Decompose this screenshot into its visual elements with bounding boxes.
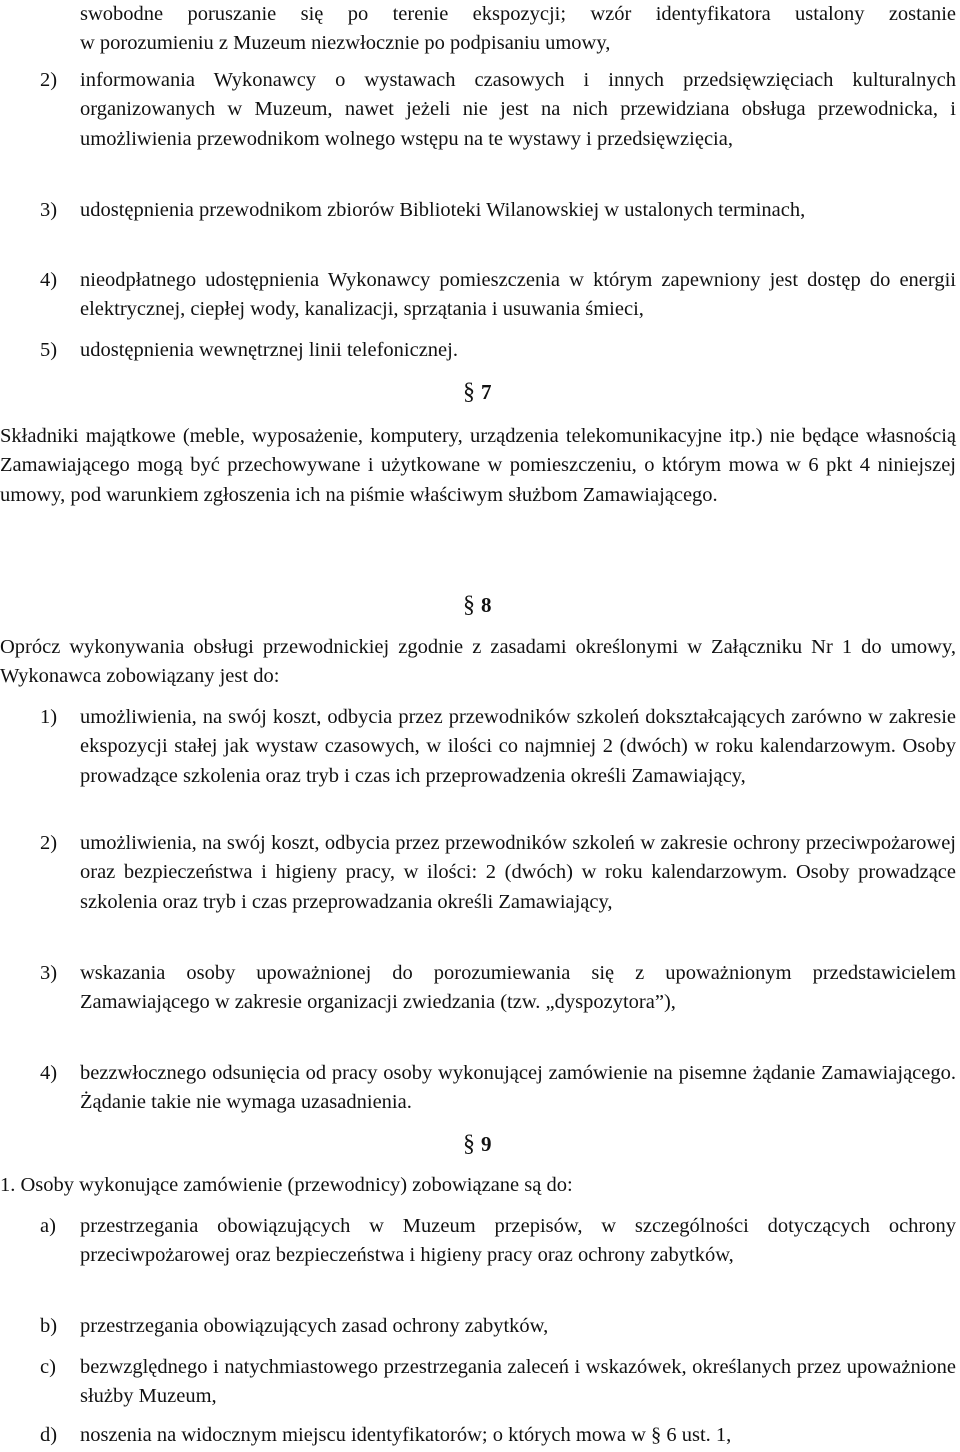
section-symbol: § <box>463 592 475 618</box>
list-item-number: 3) <box>40 962 58 984</box>
list-item-text: bezwzględnego i natychmiastowego przestrzegania zaleceń i wskazówek, określanych przez upoważnione służby Muzeum, <box>80 1356 956 1408</box>
list-item-letter: c) <box>40 1356 56 1378</box>
continuation-line-2: w porozumieniu z Muzeum niezwłocznie po podpisaniu umowy, <box>80 32 611 54</box>
list-item-number: 2) <box>40 832 58 854</box>
list-item-number: 2) <box>40 69 58 91</box>
section-number: 9 <box>481 1132 492 1156</box>
section-heading-7 <box>463 378 492 407</box>
list-item-letter: a) <box>40 1215 56 1237</box>
list-item-text: nieodpłatnego udostępnienia Wykonawcy pomieszczenia w którym zapewniony jest dostęp do energii elektrycznej, ciepłej wody, kanalizacji, sprzątania i usuwania śmieci, <box>80 269 956 321</box>
list-item-text: bezzwłocznego odsunięcia od pracy osoby wykonującej zamówienie na pisemne żądanie Zamawiającego. Żądanie takie nie wymaga uzasadnienia. <box>80 1062 956 1114</box>
list-item-text: wskazania osoby upoważnionej do porozumiewania się z upoważnionym przedstawicielem Zamawiającego w zakresie organizacji zwiedzania (tzw. „dyspozytora”), <box>80 962 956 1014</box>
list-item-text: umożliwienia, na swój koszt, odbycia przez przewodników szkoleń dokształcających zarówno w zakresie ekspozycji stałej jak wystaw czasowych, w ilości co najmniej 2 (dwóch) w roku kalendarzowym. Osoby prowadzące szkolenia oraz tryb i czas ich przeprowadzenia określi Zamawiający, <box>80 706 956 787</box>
list-item-text: przestrzegania obowiązujących zasad ochrony zabytków, <box>80 1315 549 1337</box>
section-8-intro: Oprócz wykonywania obsługi przewodnickiej zgodnie z zasadami określonymi w Załączniku Nr 1 do umowy, Wykonawca zobowiązany jest do: <box>0 636 956 688</box>
list-item-number: 4) <box>40 1062 58 1084</box>
list-item-text: umożliwienia, na swój koszt, odbycia przez przewodników szkoleń w zakresie ochrony przeciwpożarowej oraz bezpieczeństwa i higieny pracy, w ilości: 2 (dwóch) w roku kalendarzowym. Osoby prowadzące szkolenia oraz tryb i czas przeprowadzania określi Zamawiający, <box>80 832 956 913</box>
list-item-text: noszenia na widocznym miejscu identyfikatorów; o których mowa w § 6 ust. 1, <box>80 1424 732 1446</box>
list-item-number: 1) <box>40 706 58 728</box>
section-7-paragraph: Składniki majątkowe (meble, wyposażenie, komputery, urządzenia telekomunikacyjne itp.) nie będące własnością Zamawiającego mogą być przechowywane i użytkowane w pomieszczeniu, o którym mowa w 6 pkt 4 niniejszej umowy, pod warunkiem zgłoszenia ich na piśmie właściwym służbom Zamawiającego. <box>0 425 956 506</box>
section-number: 8 <box>481 593 492 617</box>
continuation-line-1: swobodne poruszanie się po terenie ekspozycji; wzór identyfikatora ustalony zostanie <box>80 3 956 25</box>
list-item-letter: d) <box>40 1424 58 1446</box>
section-heading-8 <box>463 591 492 620</box>
list-item-text: udostępnienia wewnętrznej linii telefonicznej. <box>80 339 458 361</box>
list-item-letter: b) <box>40 1315 58 1337</box>
section-heading-9 <box>463 1130 492 1159</box>
list-item-number: 4) <box>40 269 58 291</box>
list-item-number: 5) <box>40 339 58 361</box>
list-item-number: 3) <box>40 199 58 221</box>
list-item-text: przestrzegania obowiązujących w Muzeum przepisów, w szczególności dotyczących ochrony przeciwpożarowej oraz bezpieczeństwa i higieny pracy oraz ochrony zabytków, <box>80 1215 956 1267</box>
section-symbol: § <box>463 379 475 405</box>
section-9-intro: 1. Osoby wykonujące zamówienie (przewodnicy) zobowiązane są do: <box>0 1174 573 1196</box>
section-symbol: § <box>463 1131 475 1157</box>
section-number: 7 <box>481 380 492 404</box>
list-item-text: udostępnienia przewodnikom zbiorów Biblioteki Wilanowskiej w ustalonych terminach, <box>80 199 806 221</box>
list-item-text: informowania Wykonawcy o wystawach czasowych i innych przedsięwzięciach kulturalnych organizowanych w Muzeum, nawet jeżeli nie jest na nich przewidziana obsługa przewodnicka, i umożliwienia przewodnikom wolnego wstępu na te wystawy i przedsięwzięcia, <box>80 69 956 150</box>
